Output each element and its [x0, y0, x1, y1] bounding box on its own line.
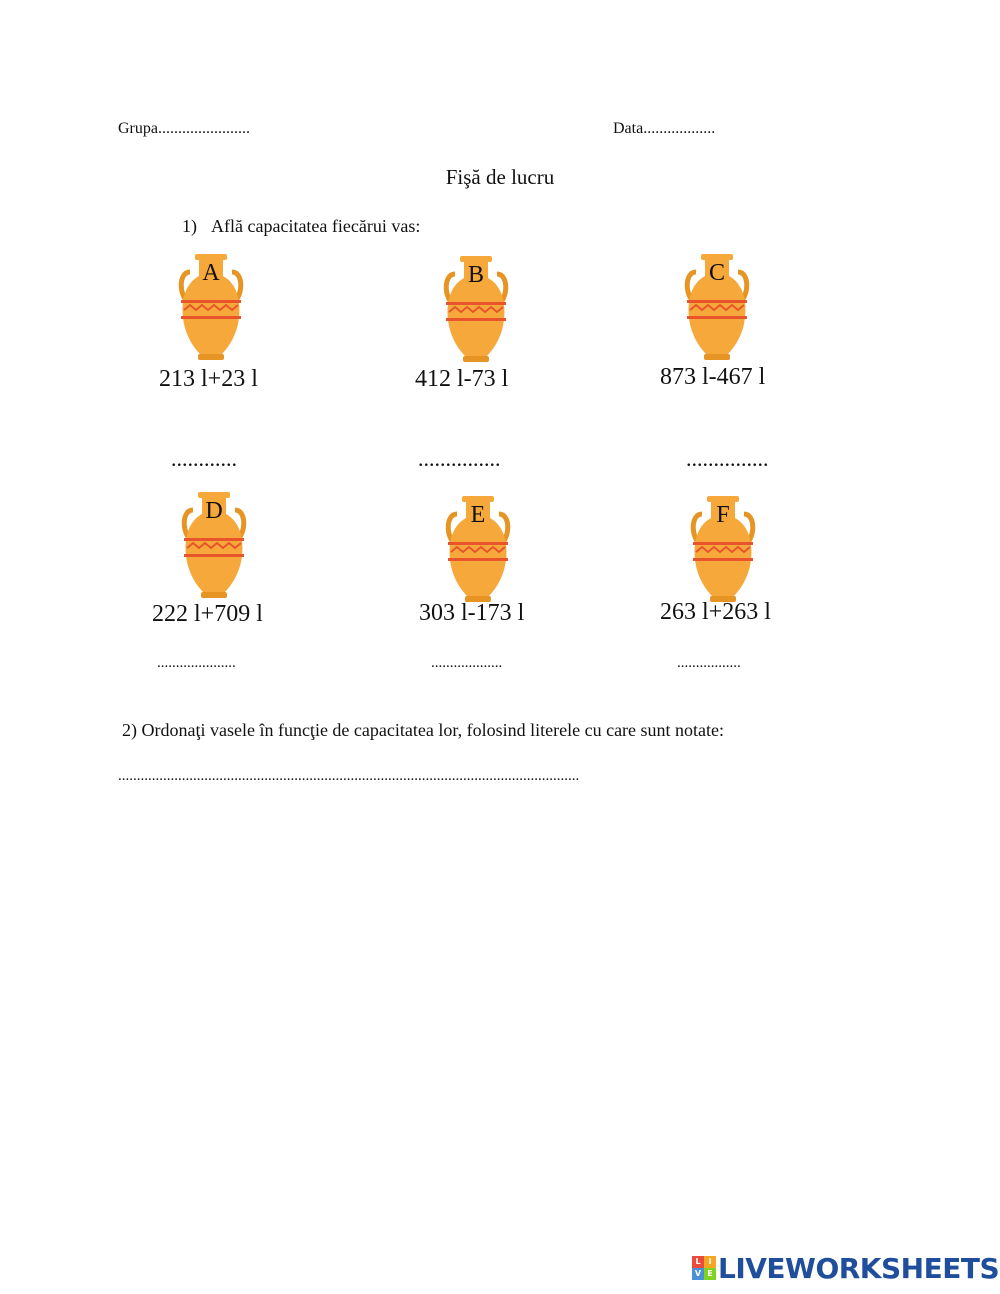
vase-c: [682, 254, 752, 362]
liveworksheets-logo-icon: [692, 1256, 716, 1280]
exercise2-answer-line[interactable]: ...........................................................................................................................: [118, 768, 580, 784]
vase-letter: A: [202, 260, 220, 286]
page-title: Fişă de lucru: [445, 165, 555, 189]
vase-b: [441, 256, 511, 364]
vase-d-expression: 222 l+709 l: [152, 601, 263, 627]
vase-a-expression: 213 l+23 l: [159, 366, 258, 392]
vase-letter: C: [708, 260, 725, 286]
vase-letter: D: [205, 498, 223, 524]
vase-c-answer-line[interactable]: ...............: [686, 446, 769, 471]
vase-letter: E: [470, 502, 486, 528]
vase-c-expression: 873 l-467 l: [660, 364, 766, 390]
logo-tile: V: [692, 1268, 704, 1280]
vase-d-answer-line[interactable]: .....................: [157, 655, 236, 671]
vase-e: [443, 496, 513, 604]
vase-letter: F: [716, 502, 730, 528]
date-field-label: Data..................: [613, 120, 716, 137]
exercise2-prompt: 2) Ordonaţi vasele în funcţie de capacitatea lor, folosind literele cu care sunt notate:: [122, 720, 725, 740]
exercise1-prompt: Află capacitatea fiecărui vas:: [211, 216, 421, 236]
exercise1-number: 1): [182, 216, 197, 236]
vase-f: [688, 496, 758, 604]
vase-letter: B: [467, 262, 484, 288]
vase-b-expression: 412 l-73 l: [415, 366, 509, 392]
logo-tile: E: [704, 1268, 716, 1280]
vase-d: [179, 492, 249, 600]
vase-b-answer-line[interactable]: ...............: [418, 446, 501, 471]
logo-tile: I: [704, 1256, 716, 1268]
logo-tile: L: [692, 1256, 704, 1268]
vase-f-answer-line[interactable]: .................: [677, 655, 741, 671]
vase-a: [176, 254, 246, 362]
vase-f-expression: 263 l+263 l: [660, 599, 771, 625]
liveworksheets-brand: [692, 1253, 999, 1283]
vase-e-answer-line[interactable]: ...................: [431, 655, 503, 671]
vase-e-expression: 303 l-173 l: [419, 600, 525, 626]
vase-a-answer-line[interactable]: ............: [171, 446, 237, 471]
brand-name: LIVEWORKSHEETS: [718, 1251, 1000, 1285]
group-field-label: Grupa.......................: [118, 120, 250, 137]
